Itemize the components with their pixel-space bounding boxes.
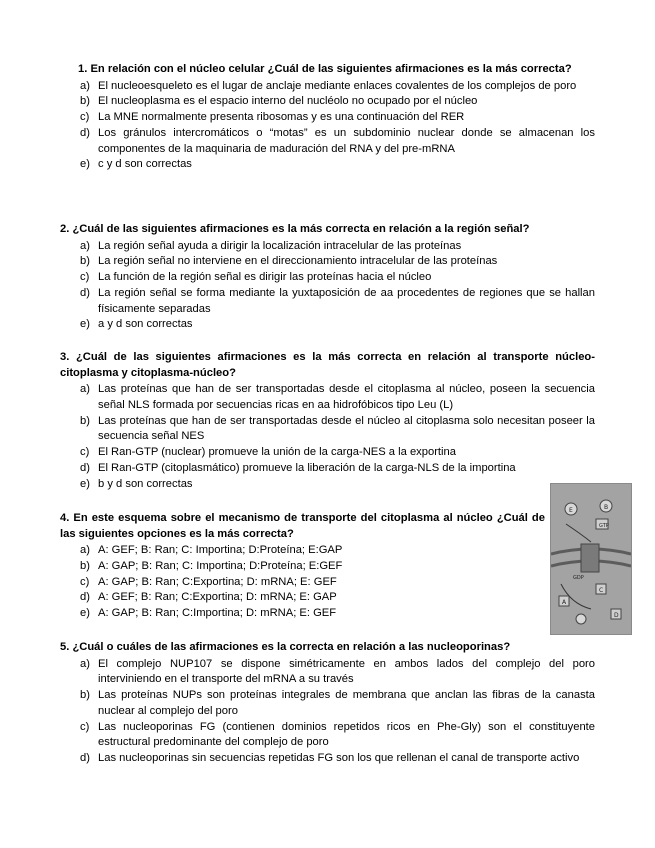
- option-d: d) La región señal se forma mediante la yuxtaposición de aa procedentes de regiones que se hallan físicamente separadas: [80, 286, 595, 315]
- fig-label-gtp: GTP: [599, 523, 609, 529]
- option-e: e) a y d son correctas: [80, 318, 193, 331]
- fig-label-b: B: [604, 504, 609, 511]
- option-a: a) El nucleoesqueleto es el lugar de anclaje mediante enlaces covalentes de los complejos de poro: [80, 79, 577, 92]
- question-2-options: [60, 239, 595, 334]
- question-3-options: [60, 382, 595, 493]
- fig-label-c: C: [599, 587, 604, 594]
- option-a: a) A: GEF; B: Ran; C: Importina; D:Proteína; E:GAP: [80, 544, 343, 556]
- option-c: c) La MNE normalmente presenta ribosomas y es una continuación del RER: [80, 111, 465, 124]
- question-1-title: 1. En relación con el núcleo celular ¿Cuál de las siguientes afirmaciones es la más correcta?: [78, 63, 572, 75]
- option-b: b) A: GAP; B: Ran; C: Importina; D:Proteína; E:GEF: [80, 559, 343, 572]
- option-e: e) b y d son correctas: [80, 477, 193, 490]
- option-d: d) Los gránulos intercromáticos o “motas” es un subdominio nuclear donde se almacenan los componentes de la maquinaria de maduración del RNA y del pre-mRNA: [80, 126, 595, 155]
- option-b: b) Las proteínas que han de ser transportadas desde el núcleo al citoplasma solo necesitan poseer la secuencia señal NES: [80, 414, 595, 443]
- fig-label-a: A: [562, 599, 567, 606]
- question-3-title: 3. ¿Cuál de las siguientes afirmaciones es la más correcta en relación al transporte núcleo-citoplasma y citoplasma-núcleo?: [60, 351, 595, 379]
- option-c: c) Las nucleoporinas FG (contienen dominios repetidos ricos en Phe-Gly) son el constituyente estructural predominante del complejo de poro: [80, 720, 595, 749]
- transport-scheme-photo: [550, 483, 632, 635]
- option-e: e) A: GAP; B: Ran; C:Importina; D: mRNA; E: GEF: [80, 607, 337, 620]
- option-d: d) Las nucleoporinas sin secuencias repetidas FG son los que rellenan el canal de transporte activo: [80, 752, 580, 765]
- question-4-options: [60, 543, 545, 622]
- question-2-title: 2. ¿Cuál de las siguientes afirmaciones es la más correcta en relación a la región señal?: [60, 223, 530, 235]
- option-c: c) A: GAP; B: Ran; C:Exportina; D: mRNA; E: GEF: [80, 575, 337, 588]
- question-3: [60, 350, 595, 493]
- fig-label-d: D: [614, 612, 619, 619]
- question-1-options: [60, 79, 595, 174]
- option-a: a) Las proteínas que han de ser transportadas desde el citoplasma al núcleo, poseen la secuencia señal NLS formada por secuencias ricas en aa hidrofóbicos tipo Leu (L): [80, 383, 595, 411]
- question-5-options: [60, 657, 595, 768]
- option-c: c) La función de la región señal es dirigir las proteínas hacia el núcleo: [80, 271, 432, 284]
- option-b: b) El nucleoplasma es el espacio interno del nucléolo no ocupado por el núcleo: [80, 95, 478, 108]
- option-d: d) El Ran-GTP (citoplasmático) promueve la liberación de la carga-NLS de la importina: [80, 461, 516, 474]
- fig-label-e: E: [569, 507, 573, 514]
- option-b: b) La región señal no interviene en el direccionamiento intracelular de las proteínas: [80, 255, 498, 268]
- question-5-title: 5. ¿Cuál o cuáles de las afirmaciones es la correcta en relación a las nucleoporinas?: [60, 641, 511, 653]
- option-a: a) La región señal ayuda a dirigir la localización intracelular de las proteínas: [80, 239, 462, 252]
- fig-label-gdp: GDP: [573, 575, 584, 581]
- option-b: b) Las proteínas NUPs son proteínas integrales de membrana que anclan las fibras de la canasta nuclear al complejo del poro: [80, 689, 595, 717]
- question-4-title: 4. En este esquema sobre el mecanismo de transporte del citoplasma al núcleo ¿Cuál de las siguientes opciones es la más correcta?: [60, 512, 545, 540]
- transport-scheme-diagram: [551, 484, 631, 634]
- question-2: [60, 222, 595, 333]
- option-c: c) El Ran-GTP (nuclear) promueve la unión de la carga-NES a la exportina: [80, 446, 456, 459]
- option-a: a) El complejo NUP107 se dispone simétricamente en ambos lados del complejo del poro interviniendo en el transporte del mRNA a su través: [80, 657, 595, 686]
- question-5: [60, 640, 595, 767]
- question-4: [60, 511, 545, 622]
- question-1: [60, 62, 595, 173]
- option-d: d) A: GEF; B: Ran; C:Exportina; D: mRNA; E: GAP: [80, 591, 337, 604]
- option-e: e) c y d son correctas: [80, 158, 192, 171]
